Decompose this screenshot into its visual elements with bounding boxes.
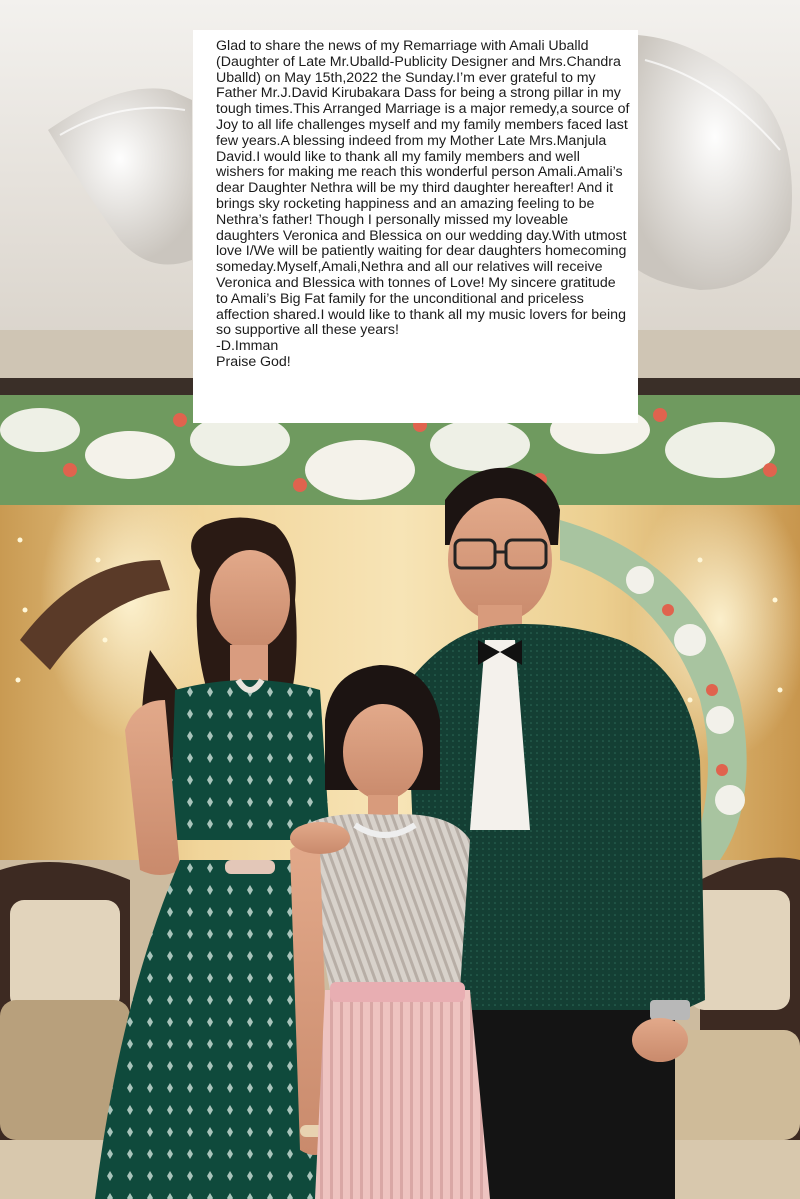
- announcement-text: [216, 39, 630, 371]
- signature: -D.Imman: [216, 338, 279, 355]
- caption-card: [193, 30, 638, 423]
- woman-hand: [290, 822, 350, 854]
- closing-line: Praise God!: [216, 353, 291, 370]
- announcement-message: Glad to share the news of my Remarriage with Amali Uballd (Daughter of Late Mr.Uballd-Publicity Designer and Mrs.Chandra Uballd) on May 15th,2022 the Sunday.I’m ever grateful to my Father Mr.J.David Kirubakara Dass for being a strong pillar in my tough times.This Arranged Marriage is a major remedy,a source of Joy to all life challenges myself and my family members faced last few years.A blessing indeed from my Mother Late Mrs.Manjula David.I would like to thank all my family members and well wishers for making me reach this wonderful person Amali.Amali’s dear Daughter Nethra will be my third daughter hereafter! And it brings sky rocketing happiness and an amazing feeling to be Nethra’s father! Though I personally missed my loveable daughters Veronica and Blessica on our wedding day.With utmost love I/We will be patiently waiting for dear daughters homecoming someday.Myself,Amali,Nethra and all our relatives will receive Veronica and Blessica with tonnes of Love! My sincere gratitude to Amali’s Big Fat family for the unconditional and priceless affection shared.I would like to thank all my music lovers for being so supportive all these years!: [216, 38, 630, 339]
